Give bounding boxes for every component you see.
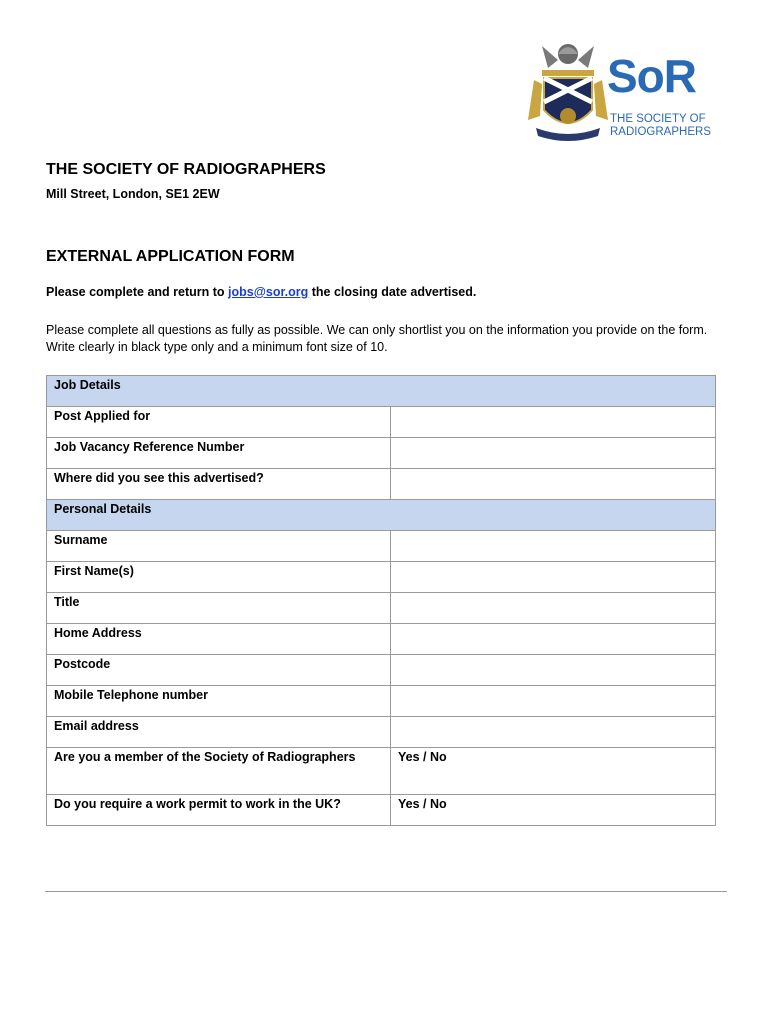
logo-subtitle-line1: THE SOCIETY OF — [610, 113, 706, 125]
field-label: Are you a member of the Society of Radiographers — [47, 748, 391, 795]
guidance-text: Please complete all questions as fully as possible. We can only shortlist you on the information you provide on the form. Write clearly in black type only and a minimum font size of 10. — [46, 323, 708, 354]
table-row — [47, 624, 716, 655]
footer-divider — [45, 891, 727, 892]
table-row — [47, 407, 716, 438]
organisation-address: Mill Street, London, SE1 2EW — [46, 187, 220, 201]
coat-of-arms-icon — [528, 40, 608, 144]
advert-source-input[interactable] — [391, 469, 716, 500]
field-label: Postcode — [47, 655, 391, 686]
table-row — [47, 562, 716, 593]
field-label: Post Applied for — [47, 407, 391, 438]
field-label: First Name(s) — [47, 562, 391, 593]
section-header-job-details: Job Details — [47, 376, 716, 407]
field-label: Title — [47, 593, 391, 624]
field-label: Job Vacancy Reference Number — [47, 438, 391, 469]
surname-input[interactable] — [391, 531, 716, 562]
sor-logo — [528, 40, 728, 144]
home-address-input[interactable] — [391, 624, 716, 655]
return-instructions — [46, 285, 476, 299]
form-title: EXTERNAL APPLICATION FORM — [46, 248, 295, 265]
field-label: Where did you see this advertised? — [47, 469, 391, 500]
post-applied-for-input[interactable] — [391, 407, 716, 438]
mobile-telephone-input[interactable] — [391, 686, 716, 717]
sor-member-yes-no[interactable]: Yes / No — [391, 748, 716, 795]
postcode-input[interactable] — [391, 655, 716, 686]
organisation-name: THE SOCIETY OF RADIOGRAPHERS — [46, 161, 326, 178]
logo-subtitle-line2: RADIOGRAPHERS — [610, 126, 711, 138]
field-label: Surname — [47, 531, 391, 562]
field-label: Email address — [47, 717, 391, 748]
logo-wordmark: SoR — [607, 50, 696, 102]
table-row — [47, 469, 716, 500]
work-permit-yes-no[interactable]: Yes / No — [391, 795, 716, 826]
table-row — [47, 748, 716, 795]
first-names-input[interactable] — [391, 562, 716, 593]
section-header-personal-details: Personal Details — [47, 500, 716, 531]
instructions-before: Please complete and return to — [46, 285, 228, 299]
field-label: Home Address — [47, 624, 391, 655]
instructions-after: the closing date advertised. — [308, 285, 477, 299]
title-input[interactable] — [391, 593, 716, 624]
job-reference-input[interactable] — [391, 438, 716, 469]
logo-subtitle — [610, 113, 711, 139]
email-link[interactable]: jobs@sor.org — [228, 285, 309, 299]
table-row — [47, 686, 716, 717]
table-row — [47, 795, 716, 826]
email-address-input[interactable] — [391, 717, 716, 748]
field-label: Do you require a work permit to work in the UK? — [47, 795, 391, 826]
field-label: Mobile Telephone number — [47, 686, 391, 717]
table-row — [47, 717, 716, 748]
application-table — [46, 375, 716, 826]
table-row — [47, 531, 716, 562]
table-row — [47, 655, 716, 686]
table-row — [47, 438, 716, 469]
table-row — [47, 593, 716, 624]
